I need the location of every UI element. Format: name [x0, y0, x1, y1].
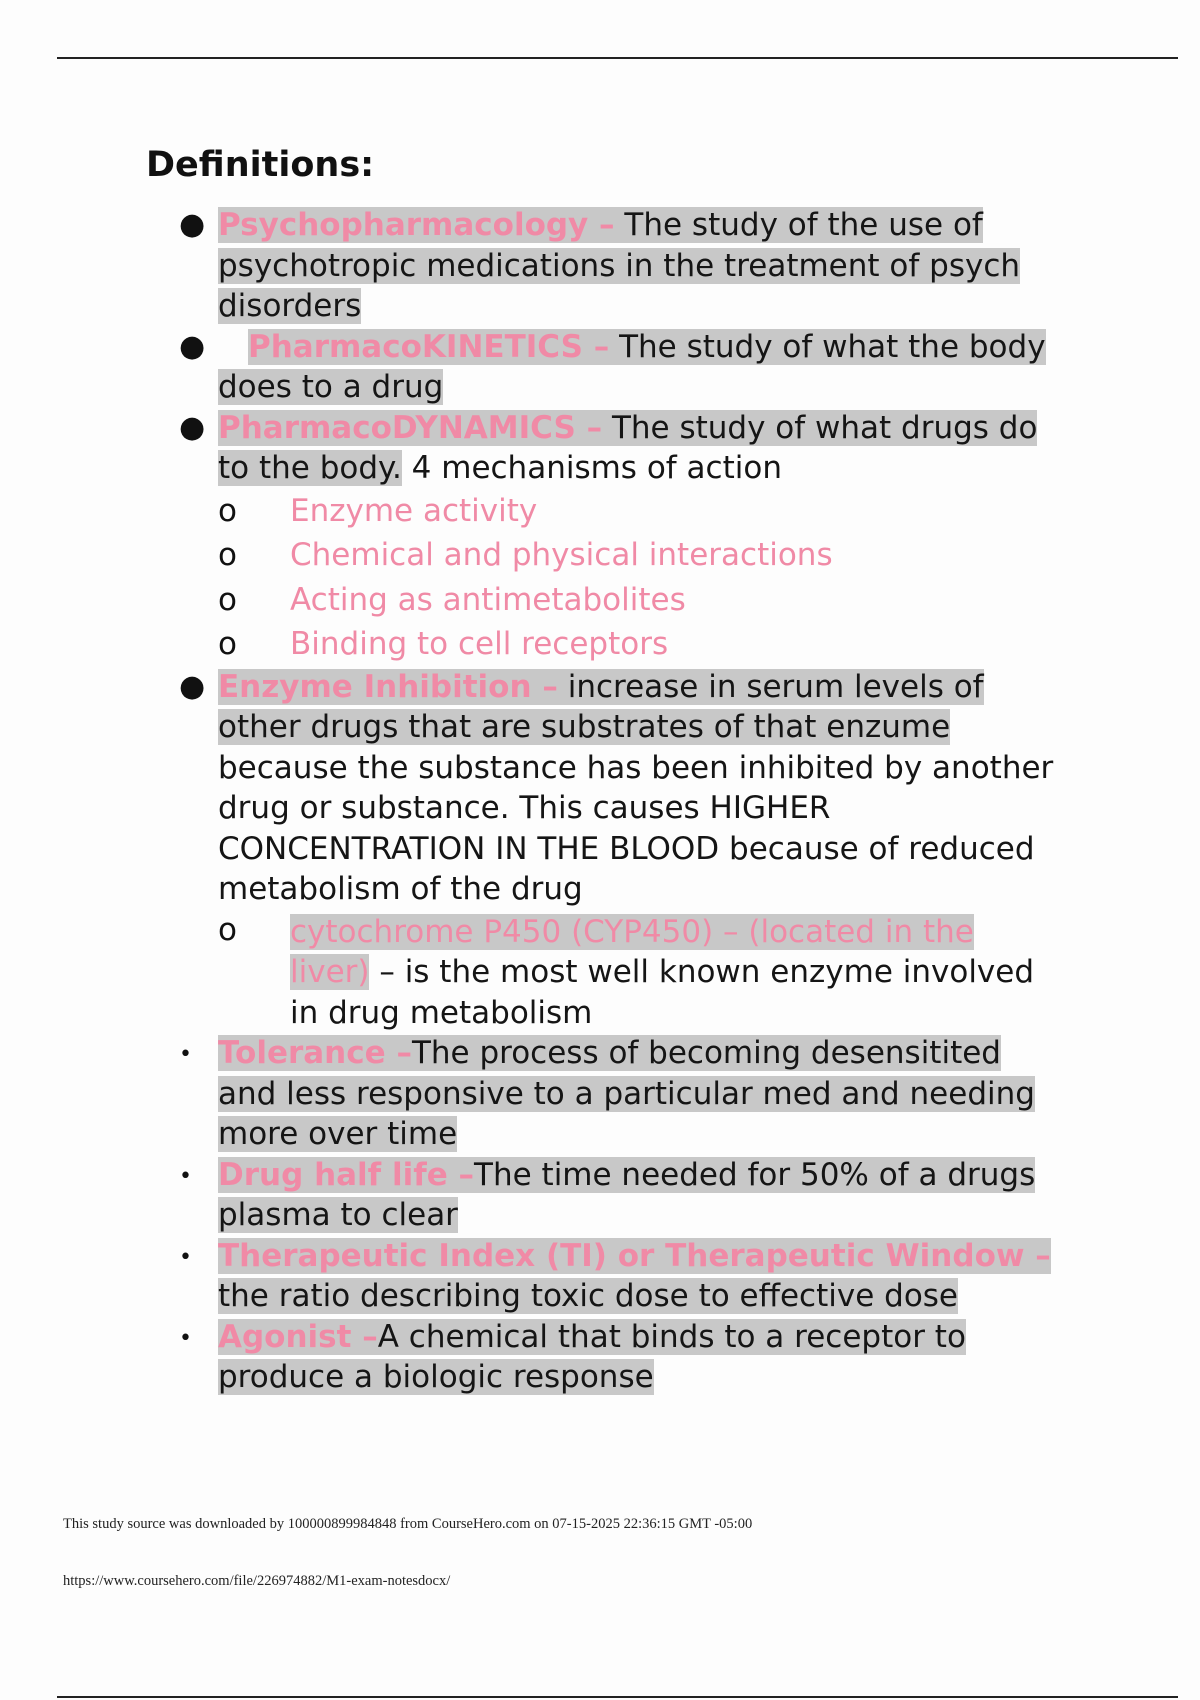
definition-text: The process of becoming desensitited — [411, 1035, 1001, 1071]
mechanism-item: o Binding to cell receptors — [218, 622, 1106, 667]
circle-bullet-icon: o — [218, 537, 237, 573]
definition-text: The time needed for 50% of a drugs — [474, 1156, 1036, 1193]
mechanism-item: o Enzyme activity — [218, 489, 1106, 534]
definition-tolerance — [146, 1033, 1106, 1155]
definition-text: The study of what the body — [619, 328, 1046, 365]
definition-text: because the substance has been inhibited by another — [218, 749, 1054, 786]
term-enzyme-inhibition: Enzyme Inhibition – — [218, 668, 558, 705]
definition-enzyme-inhibition — [146, 667, 1106, 1034]
top-rule — [57, 57, 1178, 59]
cyp450-item — [218, 910, 1106, 1034]
definition-text: – is the most well known enzyme involved — [369, 954, 1035, 990]
circle-bullet-icon: o — [218, 492, 237, 529]
definitions-list — [146, 205, 1106, 1398]
definition-text: the ratio describing toxic dose to effective dose — [218, 1278, 959, 1314]
bullet-icon: • — [179, 1163, 192, 1189]
definition-text: plasma to clear — [218, 1197, 458, 1233]
definition-text: more over time — [218, 1116, 458, 1152]
definition-pharmacokinetics — [146, 327, 1106, 408]
bottom-rule — [57, 1696, 1178, 1698]
circle-bullet-icon: o — [218, 581, 237, 618]
bullet-icon: ● — [179, 207, 206, 242]
definition-text: produce a biologic response — [218, 1359, 654, 1395]
definition-text: metabolism of the drug — [218, 871, 583, 907]
bullet-icon: ● — [179, 409, 206, 445]
definition-agonist — [146, 1317, 1106, 1398]
term-drug-half-life: Drug half life – — [218, 1156, 475, 1193]
definition-text: disorders — [218, 288, 362, 324]
definition-text: The study of the use of — [624, 207, 983, 243]
circle-bullet-icon: o — [218, 911, 237, 948]
term-therapeutic-index: Therapeutic Index (TI) or Therapeutic Window – — [218, 1237, 1051, 1274]
bullet-icon: • — [179, 1042, 192, 1067]
download-source-note: This study source was downloaded by 100000899984848 from CourseHero.com on 07-15-2025 22:36:15 GMT -05:00 — [63, 1516, 753, 1532]
definition-text: drug or substance. This causes HIGHER — [218, 790, 831, 826]
source-url[interactable]: https://www.coursehero.com/file/226974882/M1-exam-notesdocx/ — [63, 1573, 451, 1589]
bullet-icon: ● — [179, 328, 206, 364]
definition-text: increase in serum levels of — [567, 668, 984, 705]
mechanism-item: o Chemical and physical interactions — [218, 533, 1106, 578]
definition-text: and less responsive to a particular med and needing — [218, 1075, 1035, 1112]
definition-text: A chemical that binds to a receptor to — [377, 1318, 966, 1355]
definition-text: psychotropic medications in the treatment of psych — [218, 247, 1021, 284]
term-tolerance: Tolerance – — [218, 1035, 412, 1071]
definition-text: 4 mechanisms of action — [401, 450, 782, 486]
term-cyp450-cont: liver) — [290, 954, 370, 990]
bullet-icon: • — [179, 1244, 192, 1270]
definition-psychopharmacology — [146, 205, 1106, 327]
definition-text: other drugs that are substrates of that enzume — [218, 709, 951, 745]
definition-text: to the body. — [218, 450, 402, 486]
term-cyp450: cytochrome P450 (CYP450) – (located in the — [290, 913, 974, 950]
bullet-icon: ● — [179, 668, 206, 704]
circle-bullet-icon: o — [218, 626, 237, 662]
definitions-content — [146, 205, 1106, 1398]
definition-drug-half-life — [146, 1155, 1106, 1236]
mechanisms-list — [218, 489, 1106, 667]
mechanism-item: o Acting as antimetabolites — [218, 578, 1106, 623]
definition-pharmacodynamics — [146, 408, 1106, 667]
enzyme-sub-list — [218, 910, 1106, 1034]
term-agonist: Agonist – — [218, 1318, 378, 1355]
definition-therapeutic-index — [146, 1236, 1106, 1317]
term-pharmacodynamics: PharmacoDYNAMICS – — [218, 409, 603, 446]
term-psychopharmacology: Psychopharmacology – — [218, 207, 615, 243]
definition-text: does to a drug — [218, 369, 444, 405]
term-pharmacokinetics: PharmacoKINETICS – — [248, 328, 610, 365]
definition-text: The study of what drugs do — [611, 409, 1038, 446]
definition-text: in drug metabolism — [290, 994, 593, 1031]
bullet-icon: • — [179, 1325, 192, 1351]
definition-text: CONCENTRATION IN THE BLOOD because of reduced — [218, 830, 1035, 867]
page-heading: Definitions: — [146, 145, 375, 185]
